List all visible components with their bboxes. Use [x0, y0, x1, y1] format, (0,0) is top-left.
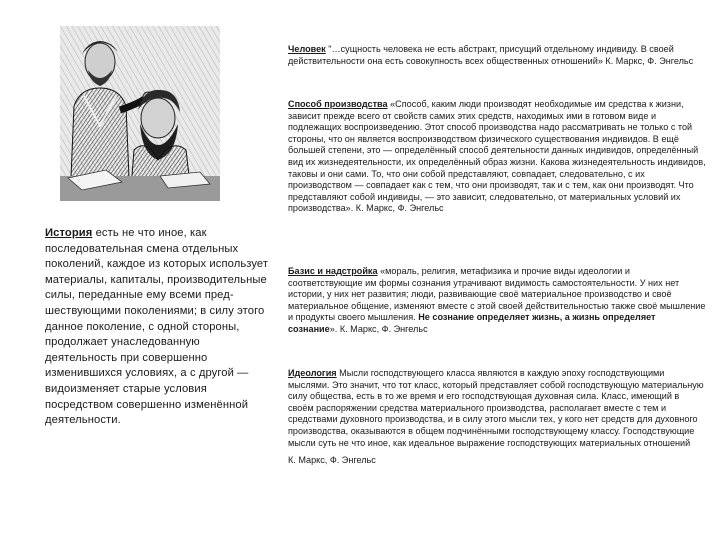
history-text: есть не что иное, как последовательная смена отдельных поколений, каждое из которых использует материалы, капиталы, производительные силы, переданные ему всеми пред-шествующими поколениями; в силу этого данное поколение, с одной стороны, продолжает унаследованную деятельность при совершенно изменившихся условиях, а с другой — видоизменяет старые условия посредством совершенно изменённой деятельности. — [45, 227, 269, 427]
basis-block — [288, 266, 706, 336]
ideology-paragraph — [288, 368, 706, 449]
basis-tail: ». К. Маркс, Ф. Энгельс — [329, 323, 428, 334]
history-block — [45, 226, 269, 429]
history-term: История — [45, 227, 93, 239]
ideology-term: Идеология — [288, 368, 337, 378]
mode-term: Способ производства — [288, 99, 388, 109]
ideology-author: К. Маркс, Ф. Энгельс — [288, 455, 376, 466]
basis-bold-text: Не сознание определяет жизнь, а жизнь определяет сознание — [288, 312, 656, 334]
engraving-icon — [60, 26, 220, 201]
human-text: "…сущность человека не есть абстракт, присущий отдельному индивиду. В своей действительности она есть совокупность всех общественных отношений» К. Маркс, Ф. Энгельс — [288, 44, 694, 66]
human-block — [288, 44, 706, 67]
portrait-engraving — [60, 26, 220, 201]
mode-text: «Способ, каким люди производят необходимые им средства к жизни, зависит прежде всего от свойств самих этих средств, находимых ими в готовом виде и подлежащих воспроизведению. Этот способ производства надо рассматривать не только с той стороны, что он является воспроизводством физического существования индивидов. В ещё большей степени, это — определённый способ деятельности данных индивидов, определённый вид их жизнедеятельности, их определённый образ жизни. Какова жизнедеятельность индивидов, таковы и они сами. То, что они собой представляют, совпадает, следовательно, с их производством — совпадает как с тем, что они производят, так и с тем, как они производят. Что представляют собой индивиды, — это зависит, следовательно, от материальных условий их производства». К. Маркс, Ф. Энгельс — [288, 99, 706, 214]
basis-term: Базис и надстройка — [288, 266, 378, 276]
ideology-text: Мысли господствующего класса являются в каждую эпоху господствующими мыслями. Это значит, что тот класс, который представляет собой господствующую материальную силу общества, есть в то же время и его господствующая духовная сила. Класс, имеющий в своём распоряжении средства материального производства, располагает вместе с тем и средствами духовного производства, и в силу этого мысли тех, у кого нет средств для духовного производства, оказываются в общем подчинёнными господствующему классу. Господствующие мысли суть не что иное, как идеальное выражение господствующих материальных отношений — [288, 368, 704, 448]
human-term: Человек — [288, 44, 326, 54]
mode-of-production-block — [288, 99, 706, 215]
ideology-block — [288, 368, 706, 467]
basis-text: «мораль, религия, метафизика и прочие виды идеологии и соответствующие им формы сознания утрачивают видимость самостоятельности. У них нет истории, у них нет развития; люди, развивающие своё материальное производство и своё материальное общение, изменяют вместе с этой своей действительностью также своё мышление и продукты своего мышления. — [288, 266, 706, 323]
